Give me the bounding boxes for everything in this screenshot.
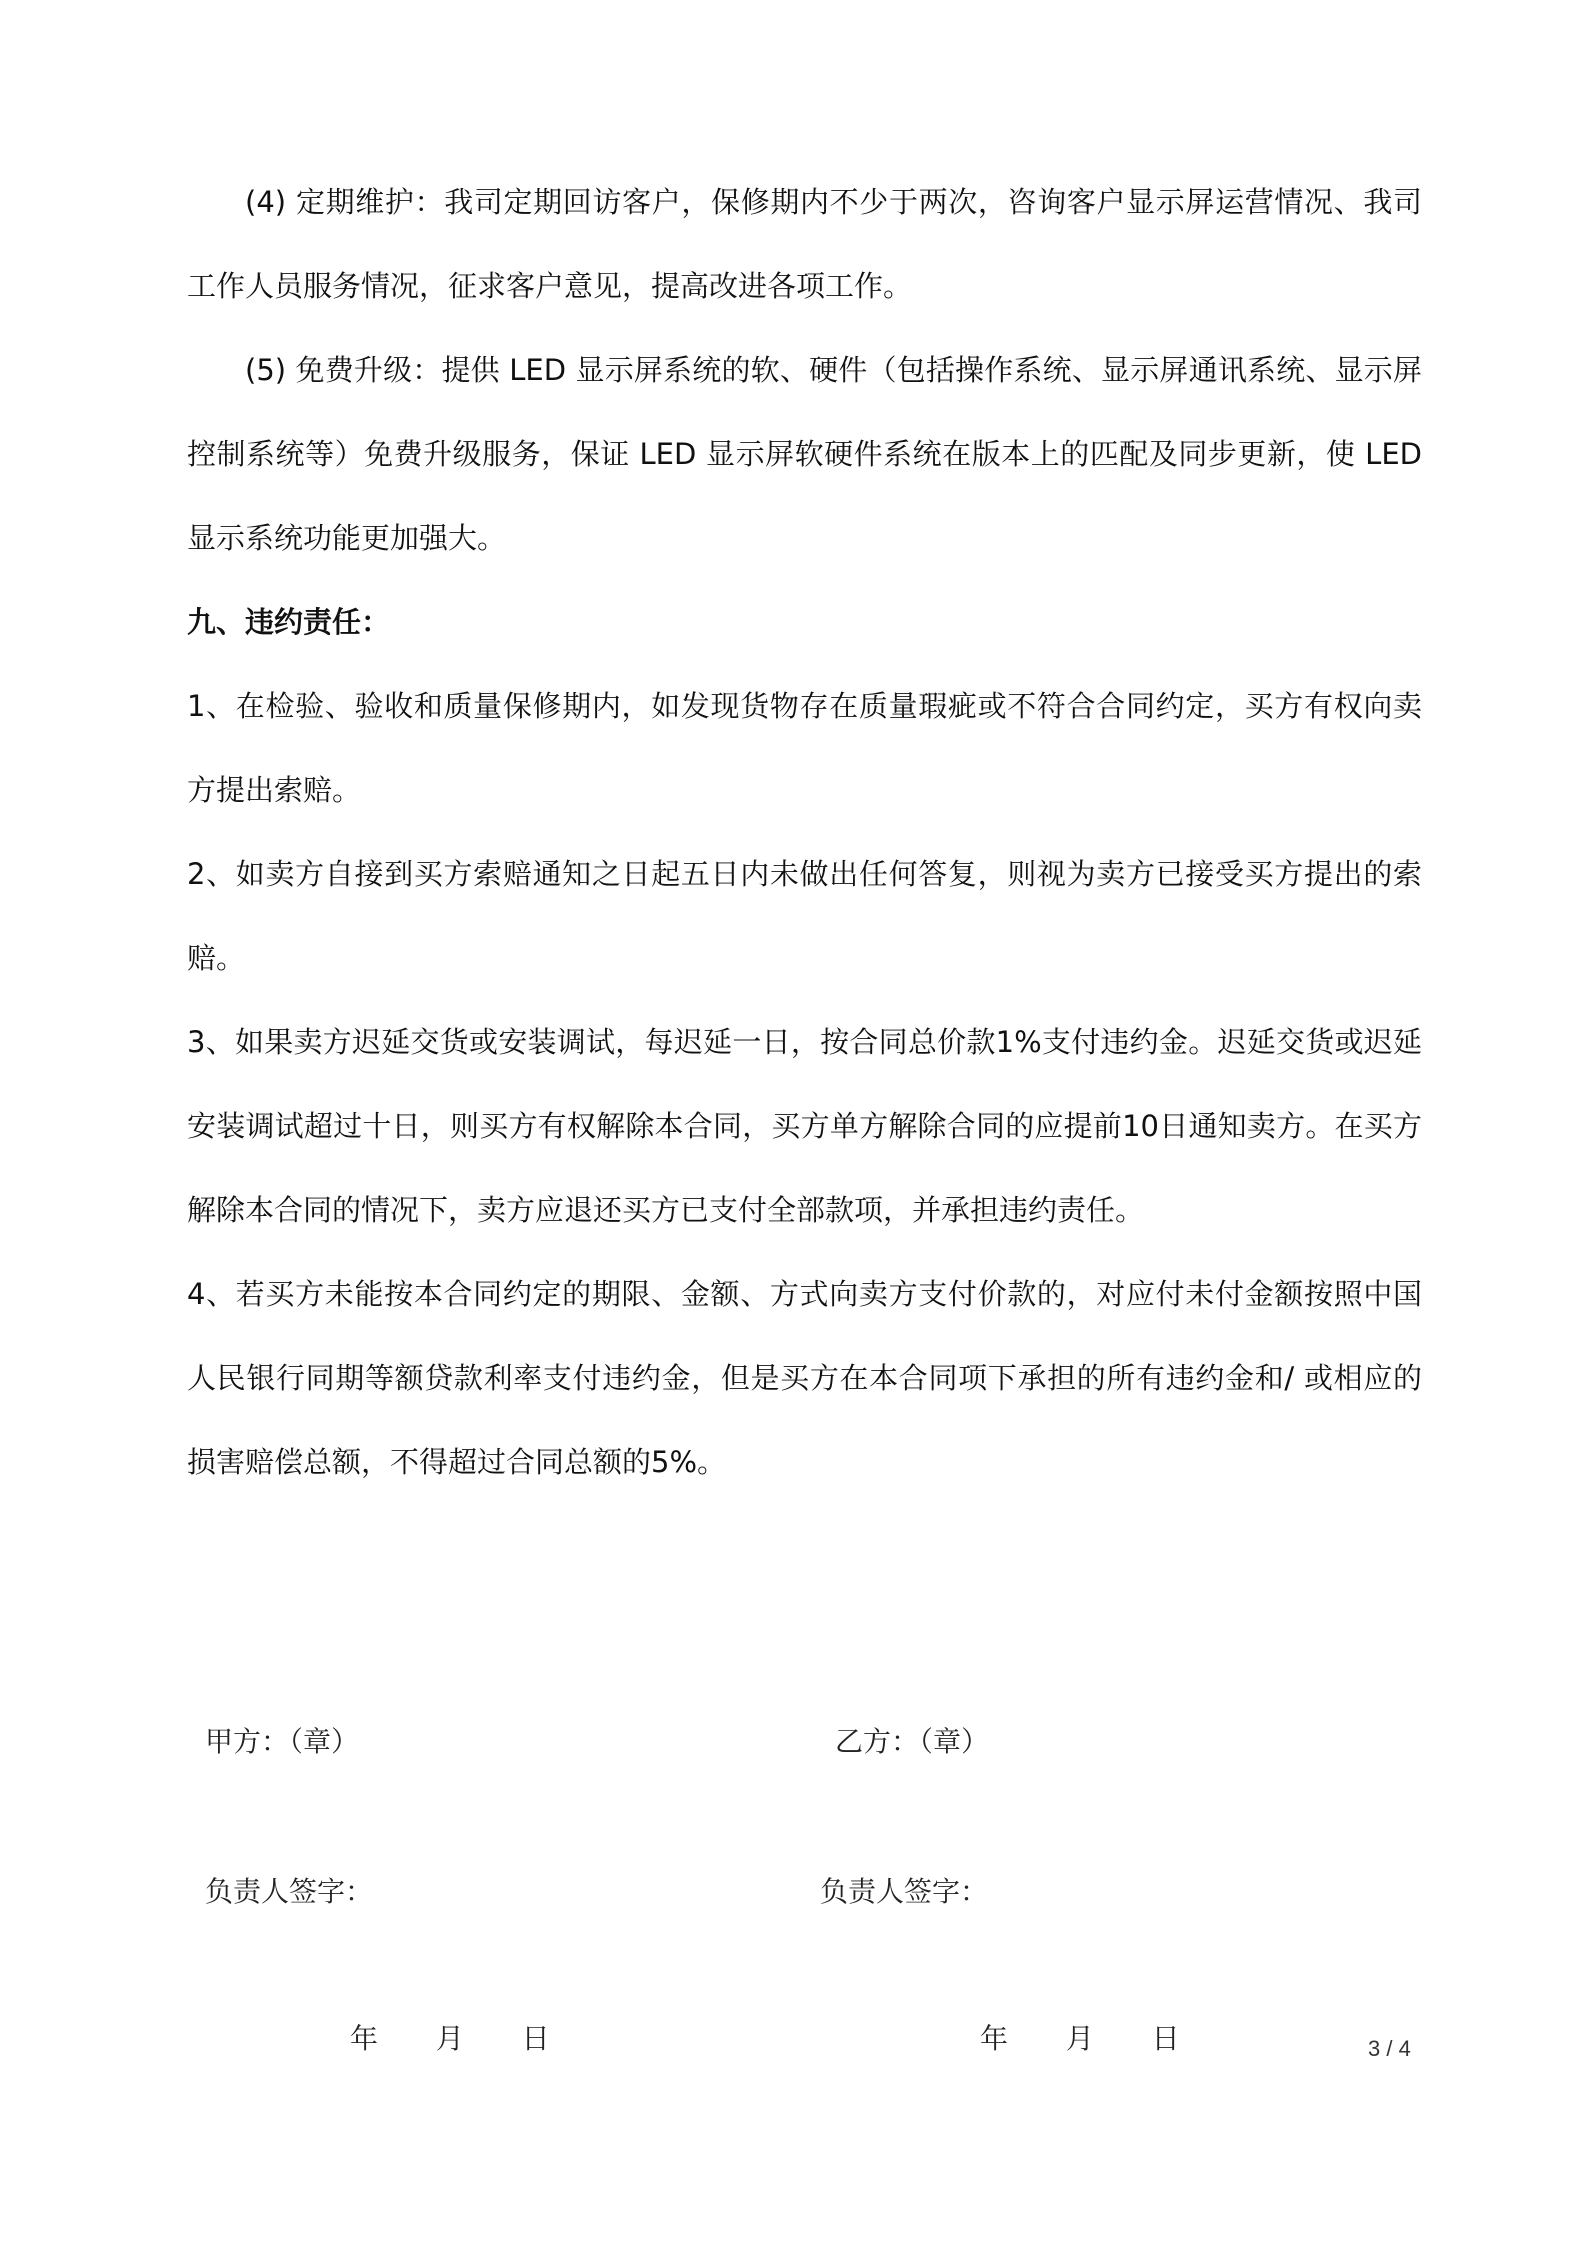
year-label: 年 <box>980 2022 1009 2055</box>
day-label: 日 <box>521 2022 550 2055</box>
clause-3: 3、如果卖方迟延交货或安装调试，每迟延一日，按合同总价款1%支付违约金。迟延交货或迟延安装调试超过十日，则买方有权解除本合同，买方单方解除合同的应提前10日通知卖方。在买方解除本合同的情况下，卖方应退还买方已支付全部款项，并承担违约责任。 <box>187 1025 1422 1227</box>
month-label: 月 <box>1065 2022 1094 2055</box>
page-number: 3 / 4 <box>1368 2036 1411 2061</box>
party-a-seal-label: 甲方：（章） <box>205 1725 360 1758</box>
section-heading: 九、违约责任： <box>187 605 391 639</box>
clause-4: 4、若买方未能按本合同约定的期限、金额、方式向卖方支付价款的，对应付未付金额按照中国人民银行同期等额贷款利率支付违约金，但是买方在本合同项下承担的所有违约金和/ 或相应的损害赔偿总额，不得超过合同总额的5%。 <box>187 1277 1422 1479</box>
party-b-signer-label: 负责人签字： <box>820 1875 989 1908</box>
paragraph-maintenance: (4) 定期维护：我司定期回访客户，保修期内不少于两次，咨询客户显示屏运营情况、我司工作人员服务情况，征求客户意见，提高改进各项工作。 <box>187 185 1422 303</box>
day-label: 日 <box>1151 2022 1180 2055</box>
clause-2: 2、如卖方自接到买方索赔通知之日起五日内未做出任何答复，则视为卖方已接受买方提出的索赔。 <box>187 857 1422 975</box>
party-a-date <box>350 2017 550 2057</box>
paragraph-upgrade: (5) 免费升级：提供 LED 显示屏系统的软、硬件（包括操作系统、显示屏通讯系统、显示屏控制系统等）免费升级服务，保证 LED 显示屏软硬件系统在版本上的匹配及同步更新，使 LED 显示系统功能更加强大。 <box>187 353 1422 555</box>
document-body <box>187 160 1422 1504</box>
party-a-signer-label: 负责人签字： <box>205 1875 374 1908</box>
party-b-seal-label: 乙方：（章） <box>835 1725 990 1758</box>
clause-1: 1、在检验、验收和质量保修期内，如发现货物存在质量瑕疵或不符合合同约定，买方有权向卖方提出索赔。 <box>187 689 1422 807</box>
party-b-date <box>980 2017 1180 2057</box>
year-label: 年 <box>350 2022 379 2055</box>
month-label: 月 <box>435 2022 464 2055</box>
